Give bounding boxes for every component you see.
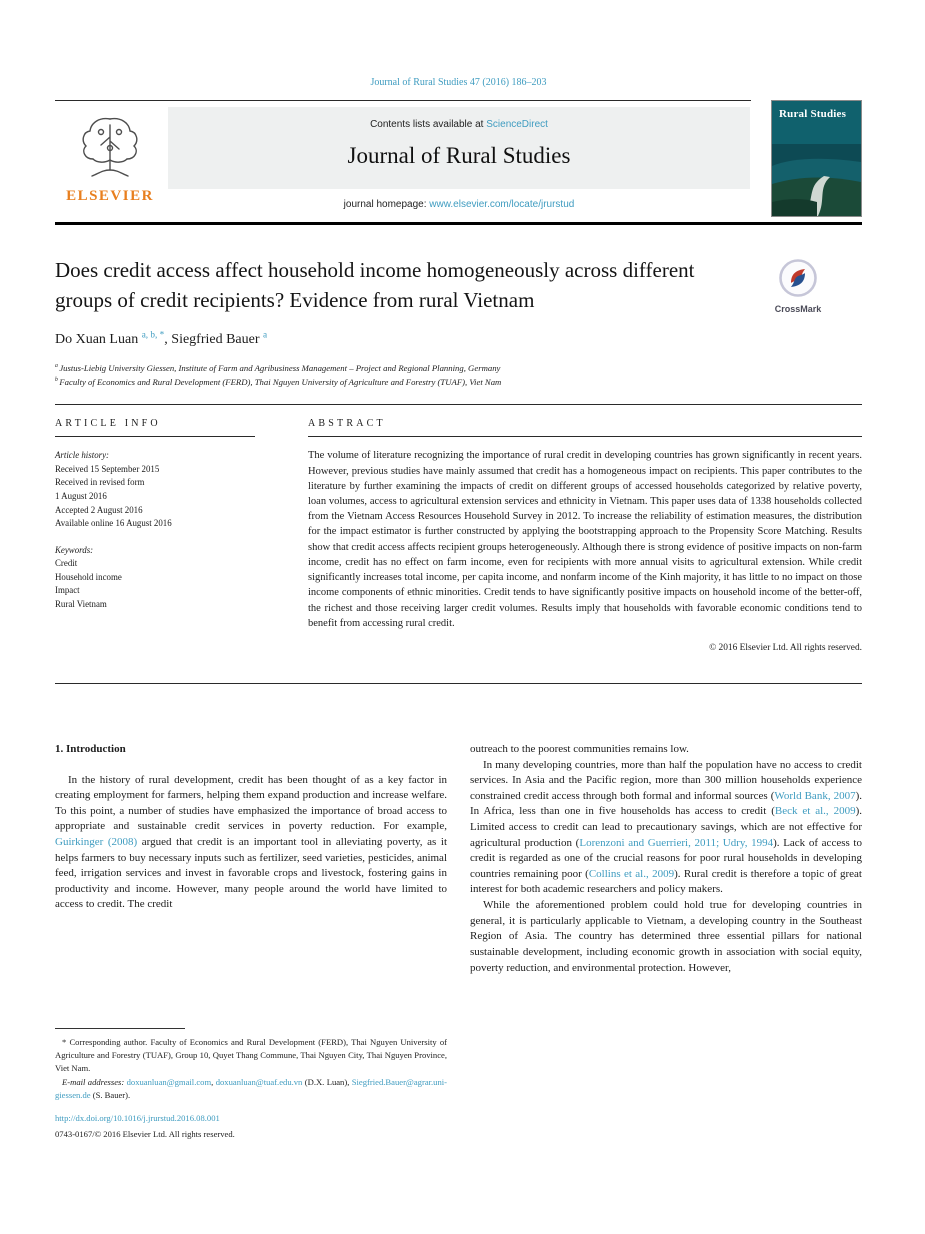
divider	[55, 683, 862, 684]
divider	[55, 436, 255, 437]
journal-reference-link[interactable]: Journal of Rural Studies 47 (2016) 186–203	[370, 77, 547, 88]
homepage-url-link[interactable]: www.elsevier.com/locate/jrurstud	[429, 199, 575, 210]
keyword: Credit	[55, 558, 78, 569]
text-segment: , Siegfried Bauer	[164, 332, 264, 348]
crossmark-label: CrossMark	[774, 304, 822, 314]
text-segment: E-mail addresses:	[62, 1076, 127, 1087]
history-line: Received 15 September 2015	[55, 463, 160, 474]
text-segment: In many developing countries, more than half the population have no access to credit services. In Asia and the Pacific region, more than 300 million households experience constrained credit access through both formal and informal sources (	[470, 758, 862, 802]
copyright-line: © 2016 Elsevier Ltd. All rights reserved.	[709, 643, 862, 653]
citation-link[interactable]: Beck et al., 2009	[774, 805, 856, 818]
text-segment: ). Lack of access to credit is regarded as one of the crucial reasons for poor rural households in developing countries remaining poor (	[470, 836, 862, 880]
author-affiliation-marks: a, b, *	[141, 329, 165, 340]
article-history	[55, 449, 255, 530]
text-segment: journal homepage:	[343, 199, 430, 210]
article-info-heading: ARTICLE INFO	[55, 418, 161, 430]
text-segment: ,	[211, 1076, 216, 1087]
text-segment: ). Limited access to credit can lead to precautionary savings, which are not effective for agricultural production (	[470, 805, 863, 849]
text-segment: ). In Africa, less than one in five households has access to credit (	[470, 789, 862, 818]
corresponding-author-note: * Corresponding author. Faculty of Economics and Rural Development (FERD), Thai Nguyen University of Agriculture and Forestry (TUAF), Group 10, Quyet Thang Commune, Thai Nguyen City, Thai Nguyen Province, Viet Nam.	[55, 1037, 447, 1073]
affiliation-a	[55, 361, 862, 375]
article-title: Does credit access affect household income homogeneously across different groups of credit recipients? Evidence from rural Vietnam	[55, 258, 695, 313]
history-line: Received in revised form	[55, 477, 145, 488]
body-columns	[55, 742, 862, 1140]
cover-landscape-art	[772, 144, 861, 216]
history-line: 1 August 2016	[55, 490, 107, 501]
keywords-block	[55, 544, 255, 612]
abstract-heading: ABSTRACT	[308, 418, 386, 430]
body-left-column	[55, 742, 447, 1140]
body-right-column	[470, 742, 862, 1140]
cover-title: Rural Studies	[779, 108, 847, 120]
email-link[interactable]: doxuanluan@tuaf.edu.vn	[215, 1076, 303, 1087]
elsevier-tree-icon	[71, 169, 149, 186]
doi-link[interactable]: http://dx.doi.org/10.1016/j.jrurstud.2016.08.001	[55, 1112, 220, 1123]
text-segment: argued that credit is an important tool in alleviating poverty, as it helps farmers to buy necessary inputs such as fertilizer, seed varieties, pesticides, animal feed, irrigation services and invest in favorable crops and livestock, fostering gains in productivity and income. However, many people around the world have limited to access to credit. The credit	[55, 836, 448, 911]
authors-line	[55, 329, 862, 348]
divider-thick	[55, 222, 862, 225]
divider	[308, 436, 862, 437]
keyword: Impact	[55, 585, 80, 596]
text-segment: a	[55, 363, 60, 370]
abstract-text: The volume of literature recognizing the importance of rural credit in developing countries has grown significantly in recent years. However, previous studies have mainly assumed that credit has a homogeneous impact on recipients. This paper contributes to the literature by further examining the impacts of credit on different groups of accessed households categorized by relative poverty, loan volumes, access to agricultural extension services and ethnicity in Vietnam. This paper uses data of 1338 households collected from the Vietnam Access Resources Household Survey in 2012. To increase the reliability of estimation measures, the distribution for the impact estimator is further constructed by applying the bootstrapping approach to the Propensity Score Matching. Results show that credit access affects recipient groups heterogeneously. Although there is strong evidence of positive impacts on non-farm income, credit has no effect on farm income, even for recipients with more annual visits to agricultural extension. While credit significantly increases total income, per capita income, and nonfarm income of the Kinh majority, it has little to no impact on those income components of ethnic minorities. Credit tends to have significantly positive impacts on household income of the better-off, the richest and those receiving larger credit volumes. Results imply that households with favorable economic conditions tend to benefit from accessing rural credit.	[308, 450, 862, 629]
citation-link[interactable]: Lorenzoni and Guerrieri, 2011; Udry, 1994	[579, 836, 774, 849]
text-segment: In the history of rural development, credit has been thought of as a key factor in creating employment for farmers, helping them expand production and increase welfare. To this point, a number of studies have emphasized the importance of broad access to appropriate and sustainable credit services in poverty reduction. For example,	[55, 773, 447, 833]
email-link[interactable]: Siegfried.Bauer@agrar.uni-giessen.de	[55, 1076, 448, 1100]
issn-copyright-line: 0743-0167/© 2016 Elsevier Ltd. All rights reserved.	[55, 1128, 235, 1139]
journal-name: Journal of Rural Studies	[347, 143, 571, 168]
affiliation-b	[55, 375, 862, 389]
article-info-column	[55, 418, 255, 653]
email-addresses-note	[55, 1076, 447, 1102]
footnote-rule	[55, 1028, 185, 1029]
footer-block	[55, 1112, 447, 1140]
citation-link[interactable]: Guirkinger (2008)	[55, 836, 138, 849]
section-heading-introduction: 1. Introduction	[55, 743, 126, 755]
article-content	[55, 255, 862, 1140]
body-paragraph	[55, 773, 447, 913]
citation-link[interactable]: Collins et al., 2009	[588, 867, 675, 880]
body-paragraph	[470, 758, 862, 898]
article-history-label: Article history:	[55, 450, 109, 461]
text-segment: ). Rural credit is therefore a topic of great interest for both academic researchers and policy makers.	[470, 867, 862, 896]
info-abstract-section	[55, 418, 862, 653]
elsevier-wordmark: ELSEVIER	[66, 188, 154, 204]
keyword: Rural Vietnam	[55, 598, 107, 609]
footnote-block	[55, 1028, 447, 1101]
email-link[interactable]: doxuanluan@gmail.com	[126, 1076, 212, 1087]
text-segment: Faculty of Economics and Rural Development (FERD), Thai Nguyen University of Agriculture and Forestry (TUAF), Viet Nam	[59, 377, 502, 388]
text-segment: Contents lists available at	[370, 119, 487, 130]
text-segment: (D.X. Luan),	[302, 1076, 352, 1087]
contents-line	[168, 119, 750, 130]
divider	[55, 404, 862, 405]
keywords-label: Keywords:	[55, 544, 94, 555]
journal-cover-thumbnail	[771, 100, 862, 217]
affiliations	[55, 361, 862, 389]
citation-link[interactable]: World Bank, 2007	[774, 789, 856, 802]
abstract-column	[308, 418, 862, 653]
sciencedirect-link[interactable]: ScienceDirect	[486, 119, 548, 130]
author-affiliation-marks: a	[263, 329, 268, 340]
text-segment: Do Xuan Luan	[55, 332, 142, 348]
keyword: Household income	[55, 571, 122, 582]
history-line: Accepted 2 August 2016	[55, 504, 143, 515]
journal-homepage-line	[168, 199, 750, 210]
text-segment: Justus-Liebig University Giessen, Institute of Farm and Agribusiness Management – Project and Regional Planning, Germany	[59, 363, 501, 374]
elsevier-logo	[55, 112, 165, 216]
divider	[55, 100, 751, 101]
journal-header-box	[168, 107, 750, 189]
text-segment: b	[55, 377, 60, 384]
body-paragraph: outreach to the poorest communities remains low.	[470, 743, 689, 755]
history-line: Available online 16 August 2016	[55, 518, 172, 529]
body-paragraph: While the aforementioned problem could hold true for developing countries in general, it is particularly applicable to Vietnam, a developing country in the Southeast Region of Asia. The country has determined three essential pillars for national sustainable development, including economic growth in association with social equity, poverty reduction, and environmental protection. However,	[470, 899, 862, 974]
text-segment: (S. Bauer).	[90, 1089, 131, 1100]
